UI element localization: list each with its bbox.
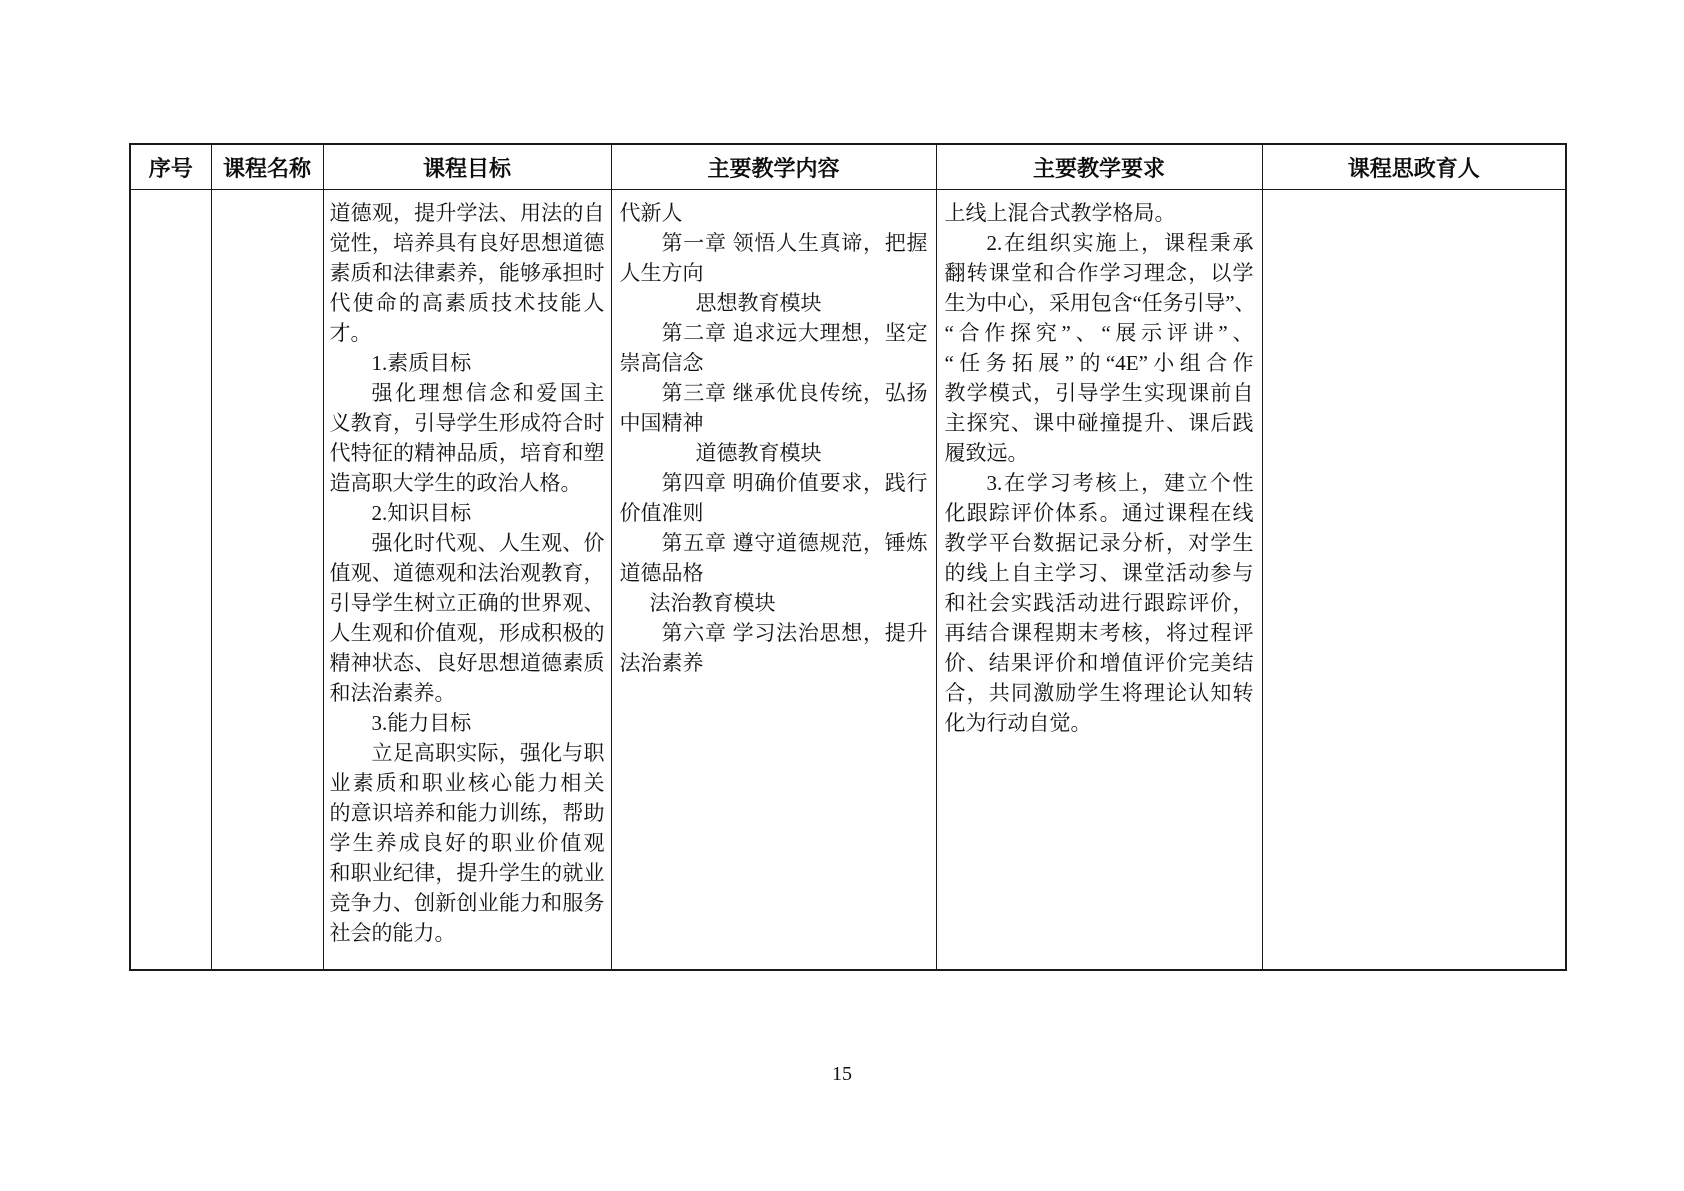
- text-line: 第一章 领悟人生真谛，把握: [661, 231, 928, 255]
- cell-teaching-content: [611, 190, 936, 970]
- text-line: 第五章 遵守道德规范，锤炼: [661, 531, 928, 555]
- page-number: 15: [832, 1063, 852, 1085]
- text-line: 翻转课堂和合作学习理念，以学: [944, 261, 1254, 285]
- text-line: 2.知识目标: [371, 501, 472, 525]
- text-line: 和社会实践活动进行跟踪评价，: [944, 591, 1254, 615]
- text-line: 值观、道德观和法治观教育，: [329, 561, 605, 585]
- column-header-course-objectives: 课程目标: [323, 144, 611, 190]
- text-line: 化为行动自觉。: [944, 711, 1092, 735]
- cell-course-name: [211, 190, 323, 970]
- text-line: 人生观和价值观，形成积极的: [329, 621, 605, 645]
- text-line: 精神状态、良好思想道德素质: [329, 651, 605, 675]
- text-line: 中国精神: [619, 411, 704, 435]
- text-line: 义教育，引导学生形成符合时: [329, 411, 605, 435]
- text-line: 和职业纪律，提升学生的就业: [329, 861, 605, 885]
- text-line: 学生养成良好的职业价值观: [329, 831, 605, 855]
- cell-ideological-education: [1262, 190, 1566, 970]
- table-header-row: [130, 144, 1566, 190]
- text-line: 生为中心，采用包含“任务引导”、: [944, 291, 1254, 315]
- text-line: 道德品格: [619, 561, 704, 585]
- text-line: 思想教育模块: [695, 291, 822, 315]
- text-line: 和法治素养。: [329, 681, 456, 705]
- text-line: 上线上混合式教学格局。: [944, 201, 1176, 225]
- text-line: “合作探究”、“展示评讲”、: [944, 321, 1254, 345]
- text-line: 第六章 学习法治思想，提升: [661, 621, 928, 645]
- text-line: 合，共同激励学生将理论认知转: [944, 681, 1254, 705]
- text-line: 造高职大学生的政治人格。: [329, 471, 582, 495]
- text-line: 1.素质目标: [371, 351, 472, 375]
- column-header-teaching-requirements: 主要教学要求: [936, 144, 1262, 190]
- cell-seq: [130, 190, 211, 970]
- text-line: 觉性，培养具有良好思想道德: [329, 231, 605, 255]
- cell-teaching-requirements: [936, 190, 1262, 970]
- text-line: 引导学生树立正确的世界观、: [329, 591, 605, 615]
- text-line: 履致远。: [944, 441, 1029, 465]
- text-line: 强化理想信念和爱国主: [371, 381, 605, 405]
- text-line: 第四章 明确价值要求，践行: [661, 471, 928, 495]
- text-line: 化跟踪评价体系。通过课程在线: [944, 501, 1254, 525]
- text-line: 主探究、课中碰撞提升、课后践: [944, 411, 1254, 435]
- text-line: 2.在组织实施上，课程秉承: [986, 231, 1254, 255]
- text-line: 素质和法律素养，能够承担时: [329, 261, 605, 285]
- text-line: 教学平台数据记录分析，对学生: [944, 531, 1254, 555]
- text-line: 法治教育模块: [649, 591, 776, 615]
- text-line: 强化时代观、人生观、价: [371, 531, 605, 555]
- text-line: 再结合课程期末考核，将过程评: [944, 621, 1254, 645]
- text-line: 社会的能力。: [329, 921, 456, 945]
- text-line: 3.在学习考核上，建立个性: [986, 471, 1254, 495]
- table-body-row: [130, 190, 1566, 970]
- column-header-teaching-content: 主要教学内容: [611, 144, 936, 190]
- text-line: 代使命的高素质技术技能人: [329, 291, 605, 315]
- text-line: 价、结果评价和增值评价完美结: [944, 651, 1254, 675]
- text-line: 3.能力目标: [371, 711, 472, 735]
- text-line: 第二章 追求远大理想，坚定: [661, 321, 928, 345]
- text-line: 第三章 继承优良传统，弘扬: [661, 381, 928, 405]
- text-line: 人生方向: [619, 261, 704, 285]
- text-line: 代特征的精神品质，培育和塑: [329, 441, 605, 465]
- cell-course-objectives: [323, 190, 611, 970]
- column-header-seq: 序号: [130, 144, 211, 190]
- text-line: 才。: [329, 321, 372, 345]
- column-header-course-name: 课程名称: [211, 144, 323, 190]
- text-line: 崇高信念: [619, 351, 704, 375]
- text-line: 的线上自主学习、课堂活动参与: [944, 561, 1254, 585]
- text-line: 的意识培养和能力训练，帮助: [329, 801, 605, 825]
- text-line: 价值准则: [619, 501, 704, 525]
- text-line: 道德教育模块: [695, 441, 822, 465]
- course-syllabus-table: [129, 143, 1567, 971]
- text-line: 教学模式，引导学生实现课前自: [944, 381, 1254, 405]
- text-line: 竞争力、创新创业能力和服务: [329, 891, 605, 915]
- text-line: 业素质和职业核心能力相关: [329, 771, 605, 795]
- text-line: “任务拓展”的“4E”小组合作: [944, 351, 1254, 375]
- text-line: 道德观，提升学法、用法的自: [329, 201, 605, 225]
- text-line: 法治素养: [619, 651, 704, 675]
- text-line: 代新人: [619, 201, 683, 225]
- text-line: 立足高职实际，强化与职: [371, 741, 605, 765]
- column-header-ideological-education: 课程思政育人: [1262, 144, 1566, 190]
